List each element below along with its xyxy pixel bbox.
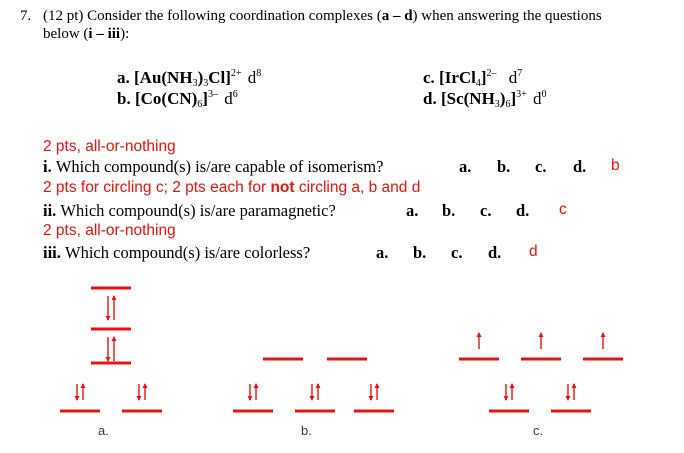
diagram-b-label: b.	[301, 423, 312, 438]
complex-d-d: d	[533, 89, 542, 108]
complex-b-charge: 3–	[207, 89, 218, 100]
complex-d-dcount: 0	[541, 89, 547, 100]
question-intro-range: a – d	[381, 8, 413, 24]
complex-a-letter: a.	[117, 68, 130, 87]
complex-a-dcount: 8	[256, 68, 262, 79]
question-points: (12 pt)	[43, 8, 84, 24]
part-ii-answer: c	[559, 201, 567, 218]
part-ii-choice-c[interactable]: c.	[480, 201, 492, 220]
part-i-label: i.	[43, 157, 52, 176]
complex-a-formula-pre: [Au(NH	[134, 68, 193, 87]
grading-note-2-pre: 2 pts for circling c; 2 pts each for	[43, 179, 271, 196]
complex-b-formula-pre: [Co(CN)	[134, 89, 198, 108]
complex-c-dcount: 7	[517, 68, 523, 79]
part-i-answer: b	[611, 157, 620, 174]
complex-b-formula-post: ]	[202, 89, 208, 108]
question-intro-part1: Consider the following coordination complexes (	[87, 8, 382, 24]
part-ii-choice-a[interactable]: a.	[406, 201, 419, 220]
grading-note-2-post: circling a, b and d	[294, 179, 421, 196]
complex-a-sub1: 3	[192, 78, 198, 89]
part-i-text: Which compound(s) is/are capable of isomerism?	[55, 157, 384, 176]
part-iii-choice-d[interactable]: d.	[488, 243, 502, 262]
diagram-b-electrons	[248, 383, 380, 401]
part-iii-choice-b[interactable]: b.	[413, 243, 427, 262]
electron-up-icon	[539, 332, 544, 349]
part-iii-label: iii.	[43, 243, 61, 262]
complex-b-d: d	[224, 89, 233, 108]
electron-pair-icon	[310, 383, 321, 401]
electron-pair-icon	[106, 295, 117, 321]
diagram-a-electrons	[75, 295, 148, 401]
complex-c-charge: 2–	[486, 68, 497, 79]
complex-a-charge: 2+	[230, 68, 242, 79]
grading-note-2-not: not	[270, 179, 295, 196]
part-ii-choice-b[interactable]: b.	[442, 201, 456, 220]
complex-a-d: d	[247, 68, 257, 87]
electron-up-icon	[477, 332, 482, 349]
part-ii-text: Which compound(s) is/are paramagnetic?	[60, 201, 336, 220]
complex-c-d: d	[508, 68, 518, 87]
part-iii-choice-c[interactable]: c.	[451, 243, 463, 262]
part-i-choice-d[interactable]: d.	[573, 157, 587, 176]
complex-a-sub2: 3	[203, 78, 209, 89]
diagram-a-label: a.	[98, 423, 109, 438]
part-i-choice-c[interactable]: c.	[535, 157, 547, 176]
complex-d-sub1: 3	[494, 99, 500, 110]
electron-pair-icon	[106, 336, 117, 362]
complex-b-sub1: 6	[197, 99, 203, 110]
diagram-b	[233, 359, 394, 411]
electron-pair-icon	[75, 383, 86, 401]
part-iii-choice-a[interactable]: a.	[376, 243, 389, 262]
complex-c-sub1: 4	[475, 78, 481, 89]
complex-a-formula-post: Cl]	[208, 68, 231, 87]
intro-close: ):	[120, 26, 130, 42]
complex-d-formula-pre: [Sc(NH	[440, 89, 495, 108]
electron-pair-icon	[137, 383, 148, 401]
complex-d-formula-post: ]	[510, 89, 517, 108]
complex-c-letter: c.	[423, 68, 435, 87]
electron-pair-icon	[566, 383, 577, 401]
electron-pair-icon	[248, 383, 259, 401]
part-ii-choice-d[interactable]: d.	[516, 201, 530, 220]
part-i-choice-a[interactable]: a.	[459, 157, 472, 176]
part-iii-answer: d	[529, 243, 538, 260]
complex-d-charge: 3+	[516, 89, 527, 100]
complex-b-dcount: 6	[232, 89, 238, 100]
grading-note-1: 2 pts, all-or-nothing	[43, 138, 176, 155]
part-iii-text: Which compound(s) is/are colorless?	[65, 243, 311, 262]
diagram-c	[459, 359, 623, 411]
complex-d-letter: d.	[423, 89, 437, 108]
electron-pair-icon	[504, 383, 515, 401]
complex-a-formula-mid: )	[197, 68, 204, 87]
complex-c-formula-post: ]	[480, 68, 487, 87]
diagram-a	[60, 288, 162, 411]
intro-below: below (	[43, 26, 89, 42]
complex-c-formula-pre: [IrCl	[439, 68, 476, 87]
part-ii-label: ii.	[43, 201, 57, 220]
part-i-choice-b[interactable]: b.	[497, 157, 511, 176]
diagram-c-label: c.	[533, 423, 544, 438]
electron-up-icon	[601, 332, 606, 349]
complex-b-letter: b.	[117, 89, 131, 108]
question-intro-part2: ) when answering the questions	[412, 8, 602, 24]
intro-parts-range: i – iii	[88, 26, 121, 42]
question-number: 7.	[20, 8, 32, 24]
complex-d-formula-mid: )	[499, 89, 506, 108]
grading-note-3: 2 pts, all-or-nothing	[43, 222, 176, 239]
electron-pair-icon	[369, 383, 380, 401]
complex-d-sub2: 6	[505, 99, 511, 110]
diagram-c-electrons	[477, 332, 606, 401]
